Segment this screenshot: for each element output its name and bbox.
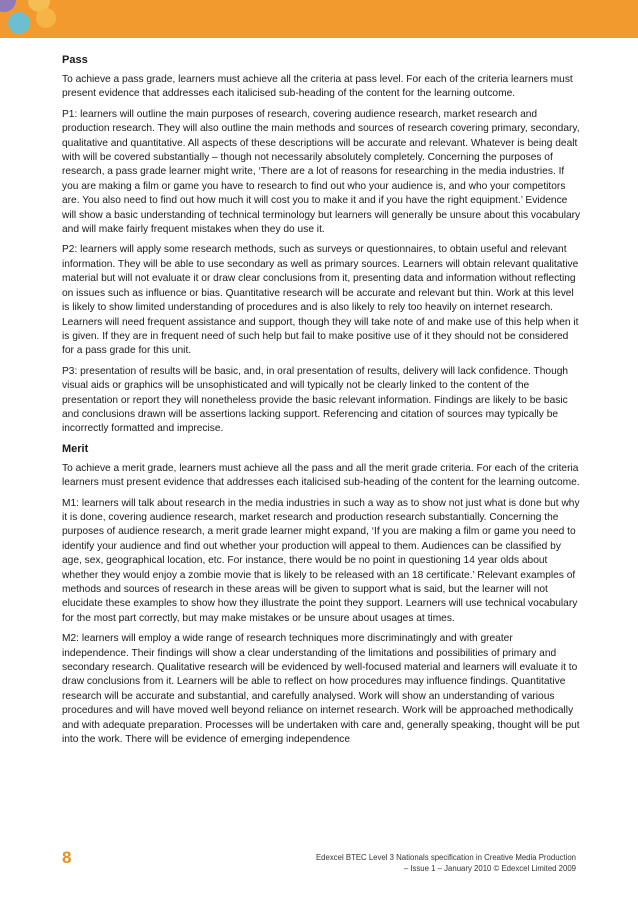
merit-intro-paragraph: To achieve a merit grade, learners must achieve all the pass and all the merit grade criteria. For each of the criteria learners must present evidence that addresses each italicised sub-heading of the content for the learning outcome. [62,462,580,489]
section-heading-pass: Pass [62,54,88,66]
page-number: 8 [62,848,72,867]
pass-intro-paragraph: To achieve a pass grade, learners must achieve all the criteria at pass level. For each of the criteria learners must present evidence that addresses each italicised sub-heading of the content for the learning outcome. [62,74,573,100]
footer-line-1: Edexcel BTEC Level 3 Nationals specification in Creative Media Production [315,853,576,862]
section-heading-merit: Merit [62,442,89,455]
header-band [0,0,638,38]
footer-line-2: – Issue 1 – January 2010 © Edexcel Limited 2009 [403,864,576,873]
decorative-circle-amber [36,8,56,28]
footer-publication-info [316,852,576,874]
m2-paragraph: M2: learners will employ a wide range of research techniques more discriminatingly and with greater independence. Their findings will show a clear understanding of the limitations and possibilities of primary and secondary research. Qualitative research will be evidenced by well-focused material and learners will evaluate it to draw conclusions from it. Learners will be able to reflect on how procedures may influence findings. Quantitative research will be accurate and substantial, and carefully analysed. Work will show an understanding of various procedures and will have moved well beyond reliance on internet research. Work will be approached methodically and with adequate preparation. Processes will be undertaken with care and, generally speaking, thought will be put into the work. There will be evidence of emerging independence [62,633,580,746]
p1-paragraph: P1: learners will outline the main purposes of research, covering audience research, market research and production research. They will also outline the main methods and sources of research covering primary, secondary, qualitative and quantitative. All aspects of these descriptions will be accurate and relevant. Whatever is being dealt with will be covered substantially – though not necessarily absolutely completely. Concerning the purposes of research, a pass grade learner might write, ‘There are a lot of reasons for researching in the media industries. If you are making a film or game you have to research to find out who your audience is, and who your competitors are. You also need to find out how much it will cost you to make it and if you have the right equipment.’ Evidence will show a basic understanding of technical terminology but learners will generally be unsure about this vocabulary and will make fairly frequent mistakes when they do use it. [62,108,581,236]
decorative-circle-teal [8,12,30,34]
p2-paragraph: P2: learners will apply some research methods, such as surveys or questionnaires, to obtain useful and relevant information. They will be able to use secondary as well as primary sources. Learners will obtain relevant qualitative material but will not evaluate it or draw clear conclusions from it, presenting data and information without reflecting on issues such as influence or bias. Quantitative research will be accurate and relevant but thin. Work at this level is likely to show limited understanding of procedures and is also likely to rely too heavily on internet research. Learners will need frequent assistance and support, though they will take note of and make use of this help when it is given. If they are in frequent need of such help but fail to make positive use of it they should not be considered for a pass grade for this unit. [62,244,579,357]
m1-paragraph: M1: learners will talk about research in the media industries in such a way as to show not just what is done but why it is done, covering audience research, market research and production research substantially. Concerning the purposes of audience research, a merit grade learner might expand, ‘If you are making a film or game you need to identify your audience and find out whether your production will appeal to them. Audiences can be classified by age, sex, geographical location, etc. For instance, there would be no point in questioning 14 year olds about whether they would enjoy a zombie movie that is likely to be released with an 18 certificate.’ Relevant examples of methods and sources of research in these areas will be given to support what is said, but the learner will not elucidate these examples to show how they illustrate the point they support. Learners will use technical vocabulary for the most part correctly, but may make mistakes or be unsure about usages at times. [62,497,580,624]
page-content [62,54,582,753]
p3-paragraph: P3: presentation of results will be basic, and, in oral presentation of results, delivery will lack confidence. Though visual aids or graphics will be unsophisticated and will typically not be clearly linked to the content of the presentation or report they will nonetheless provide the basic relevant information. Findings are likely to be basic and conclusions drawn will be assertions lacking support. Referencing and citation of sources may typically be incorrectly formatted and imprecise. [62,365,569,435]
